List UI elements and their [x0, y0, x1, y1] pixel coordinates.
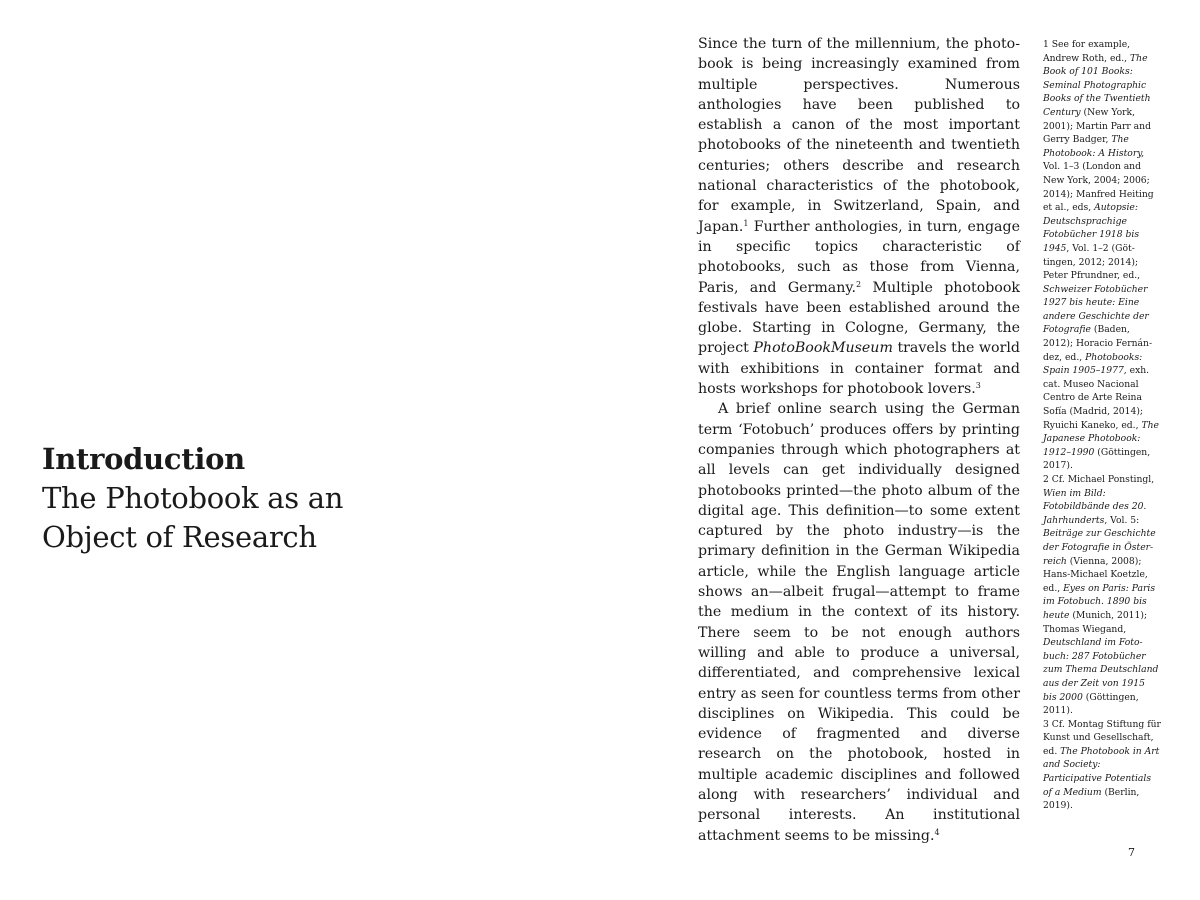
text-run: , Vol. 1–2 (Göttingen, 2012; 2014); Peter Pfrundner, ed.,	[1043, 242, 1141, 282]
footnote-1	[1043, 38, 1161, 473]
italic-text: The Photobook: A History,	[1043, 134, 1145, 159]
chapter-heading: Introduction	[42, 442, 245, 476]
text-run: Multiple photobook festivals have been established around the globe. Starting in Cologne, Germany, the project	[698, 279, 1020, 357]
italic-text: The Japanese Photobook: 1912–1990	[1043, 419, 1159, 458]
chapter-subtitle-line-2: Object of Research	[42, 520, 317, 554]
text-run: travels the world with exhibitions in container format and hosts workshops for photobook lovers.	[698, 340, 1020, 398]
text-run: Since the turn of the millennium, the photobook is being increasingly examined from multiple perspectives. Numerous anthologies have been published to establish a canon of the most important photobooks of the nineteenth and twentieth centuries; others describe and research national characteristics of the photobook, for example, in Switzerland, Spain, and Japan.	[698, 36, 1020, 235]
text-run: 2 Cf. Michael Ponstingl,	[1043, 474, 1155, 485]
italic-text: Eyes on Paris: Paris im Fotobuch. 1890 bis heute	[1043, 582, 1156, 621]
italic-text: Deutschland im Fotobuch: 287 Fotobücher zum Thema Deutschland aus der Zeit von 1915 bis 2000	[1043, 637, 1159, 703]
footnote-reference: 2	[856, 279, 862, 289]
text-run: A brief online search using the German term ‘Fotobuch’ produces offers by printing companies through which photographers at all levels can get individually designed photobooks printed—the photo album of the digital age. This definition—to some extent captured by the photo industry—is the primary definition in the German Wikipedia article, while the English language article shows an—albeit frugal—attempt to frame the medium in the context of its history. There seem to be not enough authors willing and able to produce a universal, differentiated, and comprehensive lexical entry as seen for countless terms from other disciplines on Wikipedia. This could be evidence of fragmented and diverse research on the photobook, hosted in multiple academic disciplines and followed along with researchers’ individual and personal interests. An institutional attachment seems to be missing.	[698, 401, 1020, 844]
text-run: , Vol. 5:	[1104, 514, 1140, 526]
text-run: 1 See for example, Andrew Roth, ed.,	[1043, 39, 1131, 64]
footnotes-column	[1043, 38, 1161, 813]
italic-text: Photobooks: Spain 1905–1977	[1043, 351, 1143, 377]
chapter-subtitle-line-1: The Photobook as an	[42, 481, 344, 515]
text-run: (Vienna, 2008); Hans-Michael Koetzle, ed.,	[1043, 555, 1148, 594]
footnote-reference: 4	[934, 827, 940, 837]
italic-text: The Book of 101 Books: Seminal Photographic Books of the Twentieth Century	[1043, 52, 1151, 118]
text-run: (Göttingen, 2017).	[1043, 446, 1151, 472]
body-paragraph-2	[698, 399, 1020, 846]
chapter-title	[42, 440, 402, 557]
text-run: Further anthologies, in turn, engage in specific topics characteristic of photobooks, such as those from Vienna, Paris, and Germany.	[698, 218, 1020, 296]
italic-text: Beiträge zur Geschichte der Fotografie in Österreich	[1043, 528, 1156, 567]
text-run: (Göttingen, 2011).	[1043, 691, 1139, 717]
text-run: (Berlin, 2019).	[1043, 786, 1140, 812]
text-run: 3 Cf. Montag Stiftung für Kunst und Gesellschaft, ed.	[1043, 718, 1161, 757]
text-run: (Baden, 2012); Horacio Fernández, ed.,	[1043, 324, 1153, 363]
footnote-reference: 1	[743, 218, 749, 228]
text-run: (New York, 2001); Martin Parr and Gerry Badger,	[1043, 106, 1151, 146]
italic-text: PhotoBookMuseum	[753, 340, 893, 357]
text-run: Vol. 1–3 (London and New York, 2004; 2006; 2014); Manfred Heiting et al., eds,	[1043, 161, 1154, 214]
italic-text: Schweizer Fotobücher 1927 bis heute: Eine andere Geschichte der Fotografie	[1043, 283, 1149, 336]
page-number: 7	[1128, 846, 1135, 859]
footnote-reference: 3	[975, 381, 981, 391]
italic-text: The Photobook in Art and Society: Participative Potentials of a Medium	[1043, 745, 1160, 798]
body-paragraph-1	[698, 34, 1020, 399]
text-run: (Munich, 2011); Thomas Wiegand,	[1043, 609, 1148, 635]
footnote-2	[1043, 473, 1161, 718]
italic-text: Autopsie: Deutschsprachige Fotobücher 1918 bis 1945	[1043, 202, 1140, 254]
footnote-3	[1043, 718, 1161, 813]
italic-text: Wien im Bild: Fotobildbände des 20. Jahrhunderts	[1043, 487, 1147, 526]
text-run: , exh. cat. Museo Nacional Centro de Arte Reina Sofía (Madrid, 2014); Ryuichi Kaneko, ed.,	[1043, 365, 1150, 431]
body-text-column	[698, 34, 1020, 846]
